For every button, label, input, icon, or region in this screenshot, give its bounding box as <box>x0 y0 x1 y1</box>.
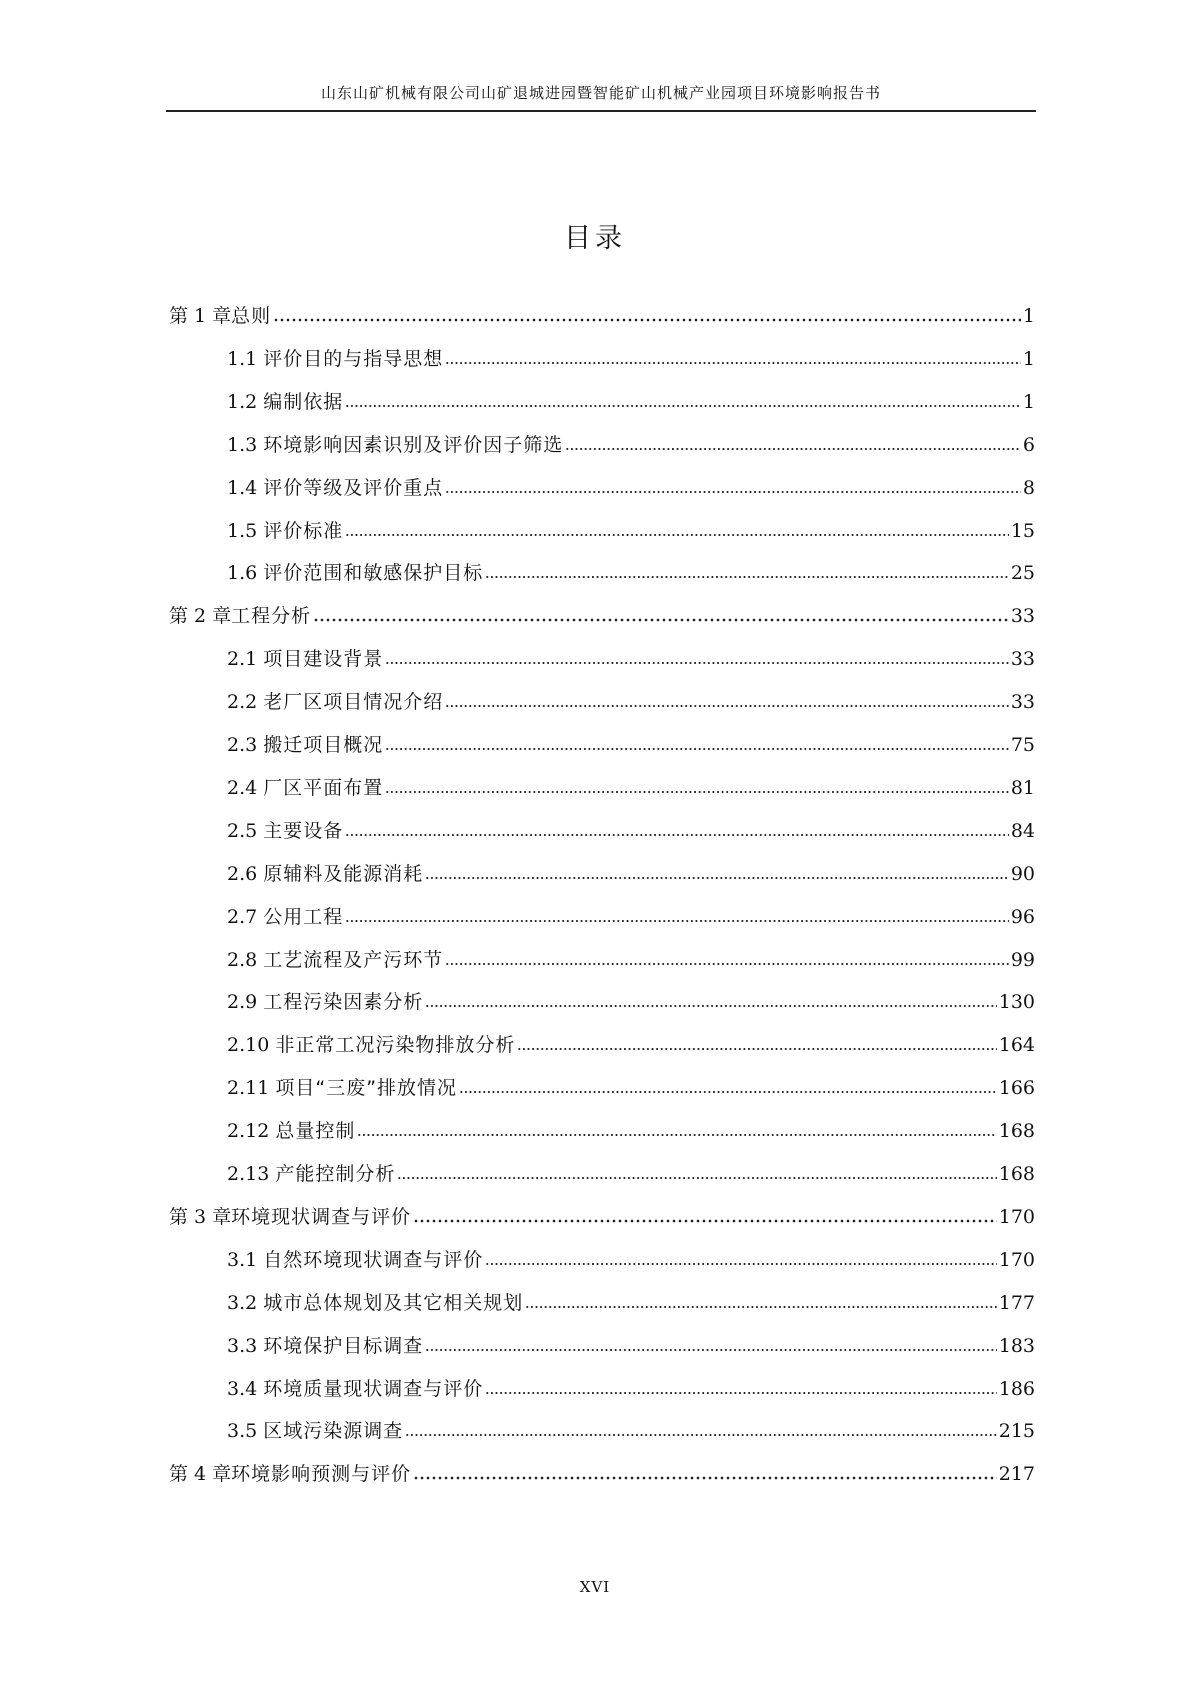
toc-page-number: 75 <box>1010 734 1035 756</box>
dot-leader <box>425 1347 996 1353</box>
dot-leader <box>425 1003 996 1009</box>
toc-entry-label <box>227 432 563 458</box>
dot-leader <box>565 446 1021 452</box>
toc-entry-label <box>227 861 423 887</box>
toc-section-entry[interactable] <box>227 1372 1035 1402</box>
toc-entry-label <box>227 1290 523 1316</box>
toc-chapter-entry[interactable] <box>169 1457 1035 1487</box>
toc-chapter-entry[interactable] <box>169 299 1035 329</box>
toc-page-number: 84 <box>1010 819 1035 842</box>
toc-entry-number: 2.12 <box>227 1120 270 1143</box>
toc-entry-text: 搬迁项目概况 <box>263 734 384 756</box>
toc-page-number: 1 <box>1022 347 1035 370</box>
toc-page-number: 1 <box>1022 390 1035 413</box>
dot-leader <box>425 875 1009 881</box>
toc-page-number: 164 <box>998 1034 1035 1057</box>
toc-entry-number: 3.5 <box>227 1420 258 1443</box>
toc-page-number: 170 <box>998 1248 1035 1271</box>
dot-leader <box>405 1432 996 1438</box>
toc-entry-number: 3.3 <box>227 1334 258 1357</box>
toc-entry-label <box>227 1075 457 1101</box>
toc-entry-number: 2.2 <box>227 691 258 714</box>
toc-entry-number: 2.4 <box>227 776 258 799</box>
toc-entry-number: 第 3 章 <box>169 1205 232 1228</box>
toc-entry-label <box>227 475 443 501</box>
toc-section-entry[interactable] <box>227 943 1035 973</box>
toc-entry-number: 1.2 <box>227 390 258 413</box>
toc-entry-text: 工艺流程及产污环节 <box>263 948 444 971</box>
dot-leader <box>345 403 1021 409</box>
toc-entry-number: 第 4 章 <box>169 1463 232 1486</box>
dot-leader <box>385 746 1009 752</box>
dot-leader <box>485 574 1009 580</box>
toc-page-number: 96 <box>1010 905 1035 928</box>
dot-leader <box>273 317 1021 323</box>
toc-section-entry[interactable] <box>227 1243 1035 1273</box>
toc-page-number: 81 <box>1010 776 1035 799</box>
toc-page-number: 15 <box>1010 519 1035 542</box>
toc-page-number: 130 <box>998 991 1035 1014</box>
toc-entry-label <box>227 346 443 372</box>
toc-entry-text: 评价目的与指导思想 <box>263 347 444 370</box>
toc-entry-number: 1.4 <box>227 476 258 499</box>
toc-entry-text: 工程污染因素分析 <box>263 991 424 1014</box>
page-header: 山东山矿机械有限公司山矿退城进园暨智能矿山机械产业园项目环境影响报告书 <box>320 84 881 102</box>
toc-section-entry[interactable] <box>227 1157 1035 1187</box>
toc-entry-text: 自然环境现状调查与评价 <box>263 1248 484 1271</box>
toc-entry-number: 3.4 <box>227 1377 258 1400</box>
toc-section-entry[interactable] <box>227 900 1035 930</box>
toc-entry-text: 原辅料及能源消耗 <box>263 862 424 885</box>
toc-entry-number: 1.5 <box>227 519 258 542</box>
toc-page-number: 166 <box>998 1077 1035 1100</box>
toc-entry-text: 环境保护目标调查 <box>263 1334 424 1357</box>
toc-entry-text: 环境影响预测与评价 <box>231 1463 412 1486</box>
toc-entry-label <box>227 560 483 586</box>
toc-section-entry[interactable] <box>227 428 1035 458</box>
toc-page-number: 6 <box>1022 433 1035 456</box>
toc-entry-number: 2.8 <box>227 948 258 971</box>
toc-entry-text: 环境影响因素识别及评价因子筛选 <box>263 433 564 456</box>
toc-section-entry[interactable] <box>227 771 1035 801</box>
toc-section-entry[interactable] <box>227 556 1035 586</box>
toc-section-entry[interactable] <box>227 728 1035 758</box>
toc-entry-number: 3.2 <box>227 1291 258 1314</box>
toc-entry-text: 项目“三废”排放情况 <box>275 1077 458 1100</box>
dot-leader <box>445 360 1021 366</box>
toc-section-entry[interactable] <box>227 814 1035 844</box>
toc-page-number: 99 <box>1010 948 1035 971</box>
toc-entry-label <box>169 603 311 629</box>
toc-entry-text: 编制依据 <box>263 390 344 413</box>
toc-entry-number: 2.6 <box>227 862 258 885</box>
toc-entry-label <box>227 389 343 415</box>
toc-section-entry[interactable] <box>227 1329 1035 1359</box>
toc-title: 目录 <box>564 223 626 254</box>
toc-entry-text: 工程分析 <box>231 605 312 628</box>
toc-entry-text: 厂区平面布置 <box>263 776 384 799</box>
toc-section-entry[interactable] <box>227 685 1035 715</box>
dot-leader <box>517 1046 996 1052</box>
toc-entry-number: 3.1 <box>227 1248 258 1271</box>
dot-leader <box>397 1175 996 1181</box>
toc-section-entry[interactable] <box>227 385 1035 415</box>
toc-entry-label <box>227 775 383 801</box>
toc-page-number: 33 <box>1010 691 1035 714</box>
toc-page-number: 177 <box>998 1291 1035 1314</box>
toc-entry-label <box>227 818 343 844</box>
toc-entry-label <box>227 1333 423 1359</box>
toc-section-entry[interactable] <box>227 342 1035 372</box>
toc-page-number: 168 <box>998 1163 1035 1185</box>
dot-leader <box>445 961 1009 967</box>
page-number: XVI <box>579 1578 611 1596</box>
dot-leader <box>385 789 1009 795</box>
dot-leader <box>485 1261 996 1267</box>
toc-chapter-entry[interactable] <box>169 1200 1035 1230</box>
toc-section-entry[interactable] <box>227 514 1035 544</box>
toc-entry-text: 公用工程 <box>263 905 344 928</box>
toc-section-entry[interactable] <box>227 857 1035 887</box>
toc-entry-text: 评价范围和敏感保护目标 <box>263 562 484 585</box>
toc-page-number: 33 <box>1010 648 1035 671</box>
toc-entry-text: 主要设备 <box>263 819 344 842</box>
toc-page-number: 168 <box>998 1120 1035 1143</box>
toc-section-entry[interactable] <box>227 1071 1035 1101</box>
toc-chapter-entry[interactable] <box>169 599 1035 629</box>
toc-entry-label <box>227 1118 355 1144</box>
toc-entry-text: 评价等级及评价重点 <box>263 476 444 499</box>
dot-leader <box>445 489 1021 495</box>
toc-entry-label <box>169 1461 411 1487</box>
dot-leader <box>385 660 1009 666</box>
toc-entry-number: 2.1 <box>227 648 258 671</box>
toc-entry-text: 区域污染源调查 <box>263 1420 404 1443</box>
toc-page-number: 170 <box>998 1205 1035 1228</box>
toc-entry-label <box>227 1161 395 1187</box>
toc-entry-number: 2.10 <box>227 1034 270 1057</box>
toc-entry-text: 总则 <box>231 305 272 327</box>
toc-entry-label <box>227 1032 515 1058</box>
toc-section-entry[interactable] <box>227 1114 1035 1144</box>
toc-entry-number: 2.7 <box>227 905 258 928</box>
toc-entry-label <box>227 1418 403 1444</box>
toc-entry-number: 第 2 章 <box>169 605 232 628</box>
toc-entry-label <box>227 518 343 544</box>
toc-entry-label <box>227 989 423 1015</box>
toc-entry-text: 老厂区项目情况介绍 <box>263 691 444 714</box>
toc-page-number: 33 <box>1010 605 1035 628</box>
toc-section-entry[interactable] <box>227 1028 1035 1058</box>
toc-entry-number: 1.6 <box>227 562 258 585</box>
toc-page-number: 8 <box>1022 476 1035 499</box>
toc-entry-number: 2.5 <box>227 819 258 842</box>
toc-entry-number: 1.3 <box>227 433 258 456</box>
toc-entry-label <box>227 646 383 672</box>
toc-entry-label <box>227 689 443 715</box>
toc-section-entry[interactable] <box>227 471 1035 501</box>
toc-section-entry[interactable] <box>227 642 1035 672</box>
toc-page-number: 215 <box>998 1420 1035 1443</box>
toc-page-number: 186 <box>998 1377 1035 1400</box>
toc-entry-text: 评价标准 <box>263 519 344 542</box>
dot-leader <box>445 703 1009 709</box>
toc-entry-label <box>169 1204 411 1230</box>
toc-entry-number: 2.9 <box>227 991 258 1014</box>
toc-page-number: 183 <box>998 1334 1035 1357</box>
toc-page-number: 25 <box>1010 562 1035 585</box>
toc-entry-number: 2.11 <box>227 1077 270 1100</box>
toc-entry-label <box>227 947 443 973</box>
dot-leader <box>459 1089 997 1095</box>
toc-entry-label <box>227 732 383 758</box>
toc-entry-text: 产能控制分析 <box>275 1163 396 1185</box>
toc-page-number: 1 <box>1022 305 1035 327</box>
toc-section-entry[interactable] <box>227 1414 1035 1444</box>
toc-page-number: 90 <box>1010 862 1035 885</box>
toc-entry-number: 2.13 <box>227 1163 270 1185</box>
dot-leader <box>357 1132 996 1138</box>
toc-page-number: 217 <box>998 1463 1035 1486</box>
toc-entry-label <box>169 303 271 329</box>
toc-entry-label <box>227 1247 483 1273</box>
dot-leader <box>345 918 1009 924</box>
dot-leader <box>345 832 1009 838</box>
dot-leader <box>485 1390 996 1396</box>
toc-entry-text: 环境质量现状调查与评价 <box>263 1377 484 1400</box>
dot-leader <box>413 1475 997 1481</box>
dot-leader <box>313 617 1009 623</box>
toc-section-entry[interactable] <box>227 1286 1035 1316</box>
dot-leader <box>525 1304 996 1310</box>
toc-entry-number: 1.1 <box>227 347 258 370</box>
toc-section-entry[interactable] <box>227 985 1035 1015</box>
dot-leader <box>413 1218 997 1224</box>
dot-leader <box>345 532 1009 538</box>
toc-entry-text: 项目建设背景 <box>263 648 384 671</box>
toc-entry-text: 城市总体规划及其它相关规划 <box>263 1291 524 1314</box>
toc-entry-text: 总量控制 <box>275 1120 356 1143</box>
toc-entry-text: 非正常工况污染物排放分析 <box>275 1034 516 1057</box>
toc-entry-label <box>227 1376 483 1402</box>
toc-entry-number: 2.3 <box>227 734 258 756</box>
toc-entry-number: 第 1 章 <box>169 305 232 327</box>
header-rule <box>166 110 1036 112</box>
toc-entry-label <box>227 904 343 930</box>
toc-entry-text: 环境现状调查与评价 <box>231 1205 412 1228</box>
